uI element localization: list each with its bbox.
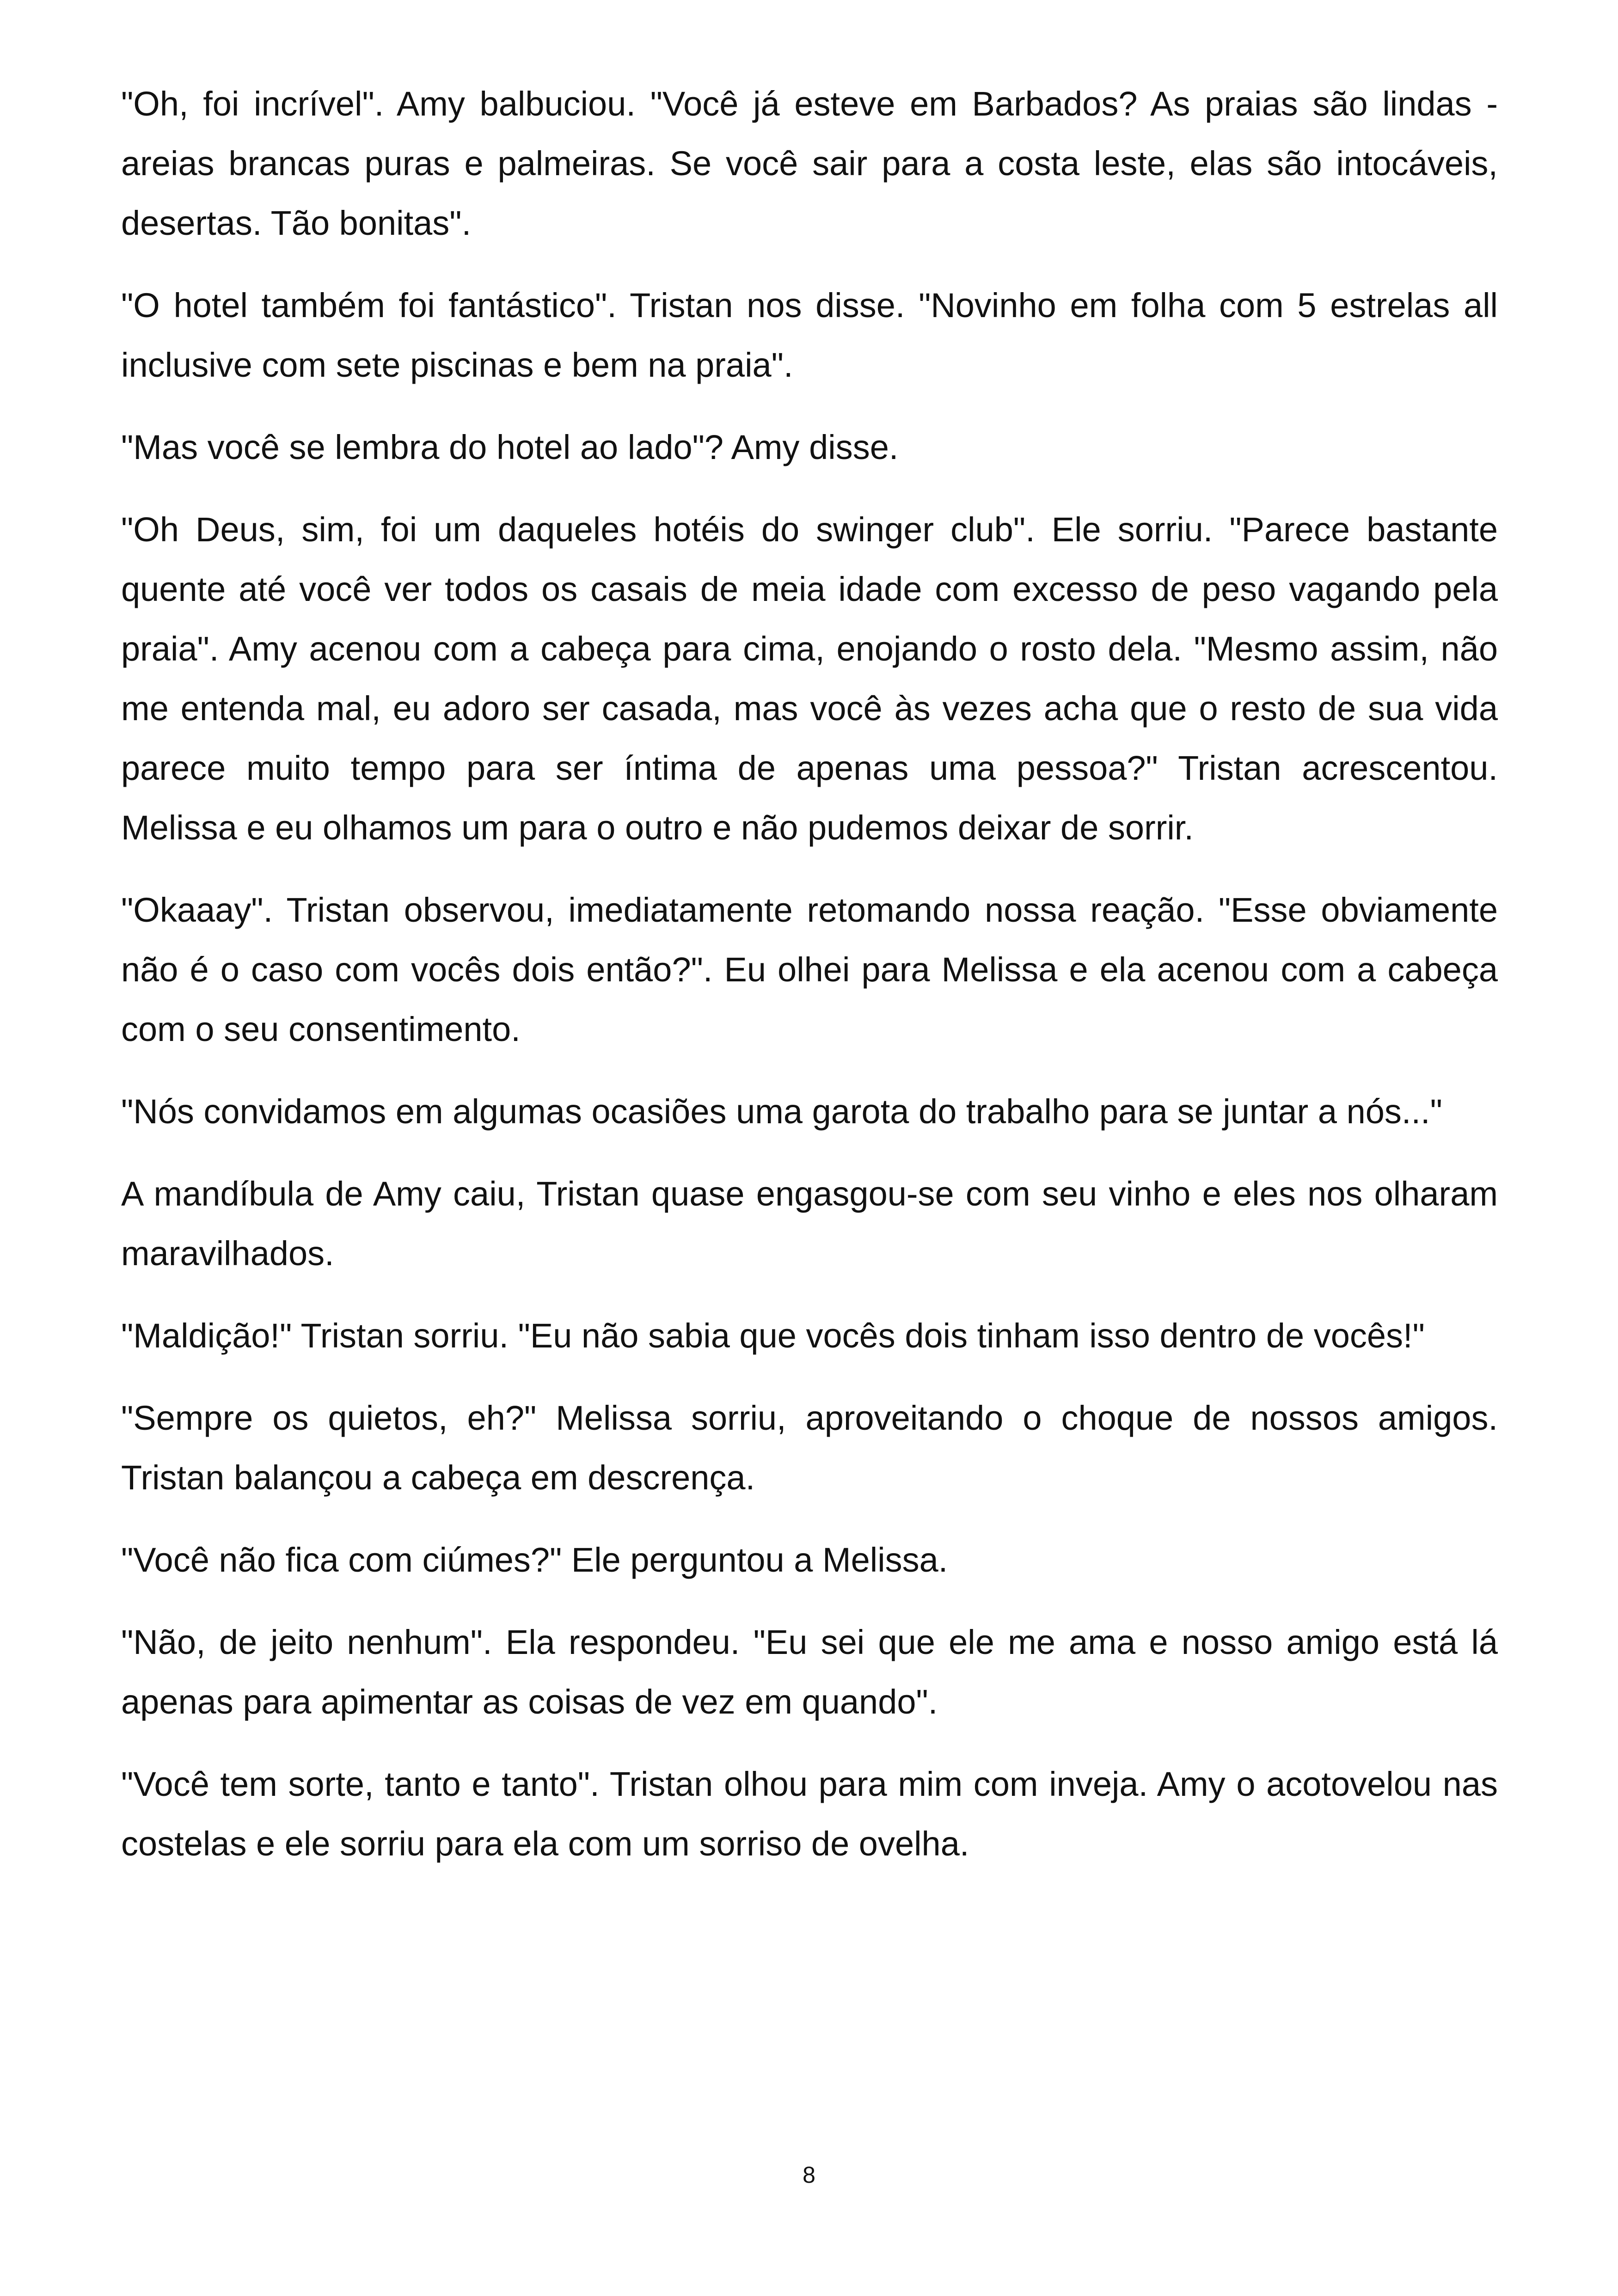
paragraph-1: "Oh, foi incrível". Amy balbuciou. "Você já esteve em Barbados? As praias são lindas - areias brancas puras e palmeiras. Se você sair para a costa leste, elas são intocáveis, desertas. Tão bonitas". [121,85,1498,242]
paragraph-12: "Você tem sorte, tanto e tanto". Tristan olhou para mim com inveja. Amy o acotovelou nas costelas e ele sorriu para ela com um sorriso de ovelha. [121,1765,1498,1863]
paragraph-8: "Maldição!" Tristan sorriu. "Eu não sabia que vocês dois tinham isso dentro de vocês!" [121,1316,1425,1355]
page-number: 8 [803,2162,815,2188]
paragraph-4: "Oh Deus, sim, foi um daqueles hotéis do swinger club". Ele sorriu. "Parece bastante quente até você ver todos os casais de meia idade com excesso de peso vagando pela praia". Amy acenou com a cabeça para cima, enojando o rosto dela. "Mesmo assim, não me entenda mal, eu adoro ser casada, mas você às vezes acha que o resto de sua vida parece muito tempo para ser íntima de apenas uma pessoa?" Tristan acrescentou. Melissa e eu olhamos um para o outro e não pudemos deixar de sorrir. [121,510,1498,847]
paragraph-6: "Nós convidamos em algumas ocasiões uma garota do trabalho para se juntar a nós..." [121,1092,1442,1131]
paragraph-7: A mandíbula de Amy caiu, Tristan quase engasgou-se com seu vinho e eles nos olharam maravilhados. [121,1175,1498,1273]
paragraph-5: "Okaaay". Tristan observou, imediatamente retomando nossa reação. "Esse obviamente não é o caso com vocês dois então?". Eu olhei para Melissa e ela acenou com a cabeça com o seu consentimento. [121,891,1498,1048]
paragraph-10: "Você não fica com ciúmes?" Ele perguntou a Melissa. [121,1541,948,1579]
paragraph-2: "O hotel também foi fantástico". Tristan nos disse. "Novinho em folha com 5 estrelas all inclusive com sete piscinas e bem na praia". [121,286,1498,384]
paragraph-3: "Mas você se lembra do hotel ao lado"? Amy disse. [121,428,899,466]
paragraph-11: "Não, de jeito nenhum". Ela respondeu. "Eu sei que ele me ama e nosso amigo está lá apenas para apimentar as coisas de vez em quando". [121,1623,1498,1721]
paragraph-9: "Sempre os quietos, eh?" Melissa sorriu, aproveitando o choque de nossos amigos. Tristan balançou a cabeça em descrença. [121,1399,1498,1497]
body-text [121,74,1498,1896]
